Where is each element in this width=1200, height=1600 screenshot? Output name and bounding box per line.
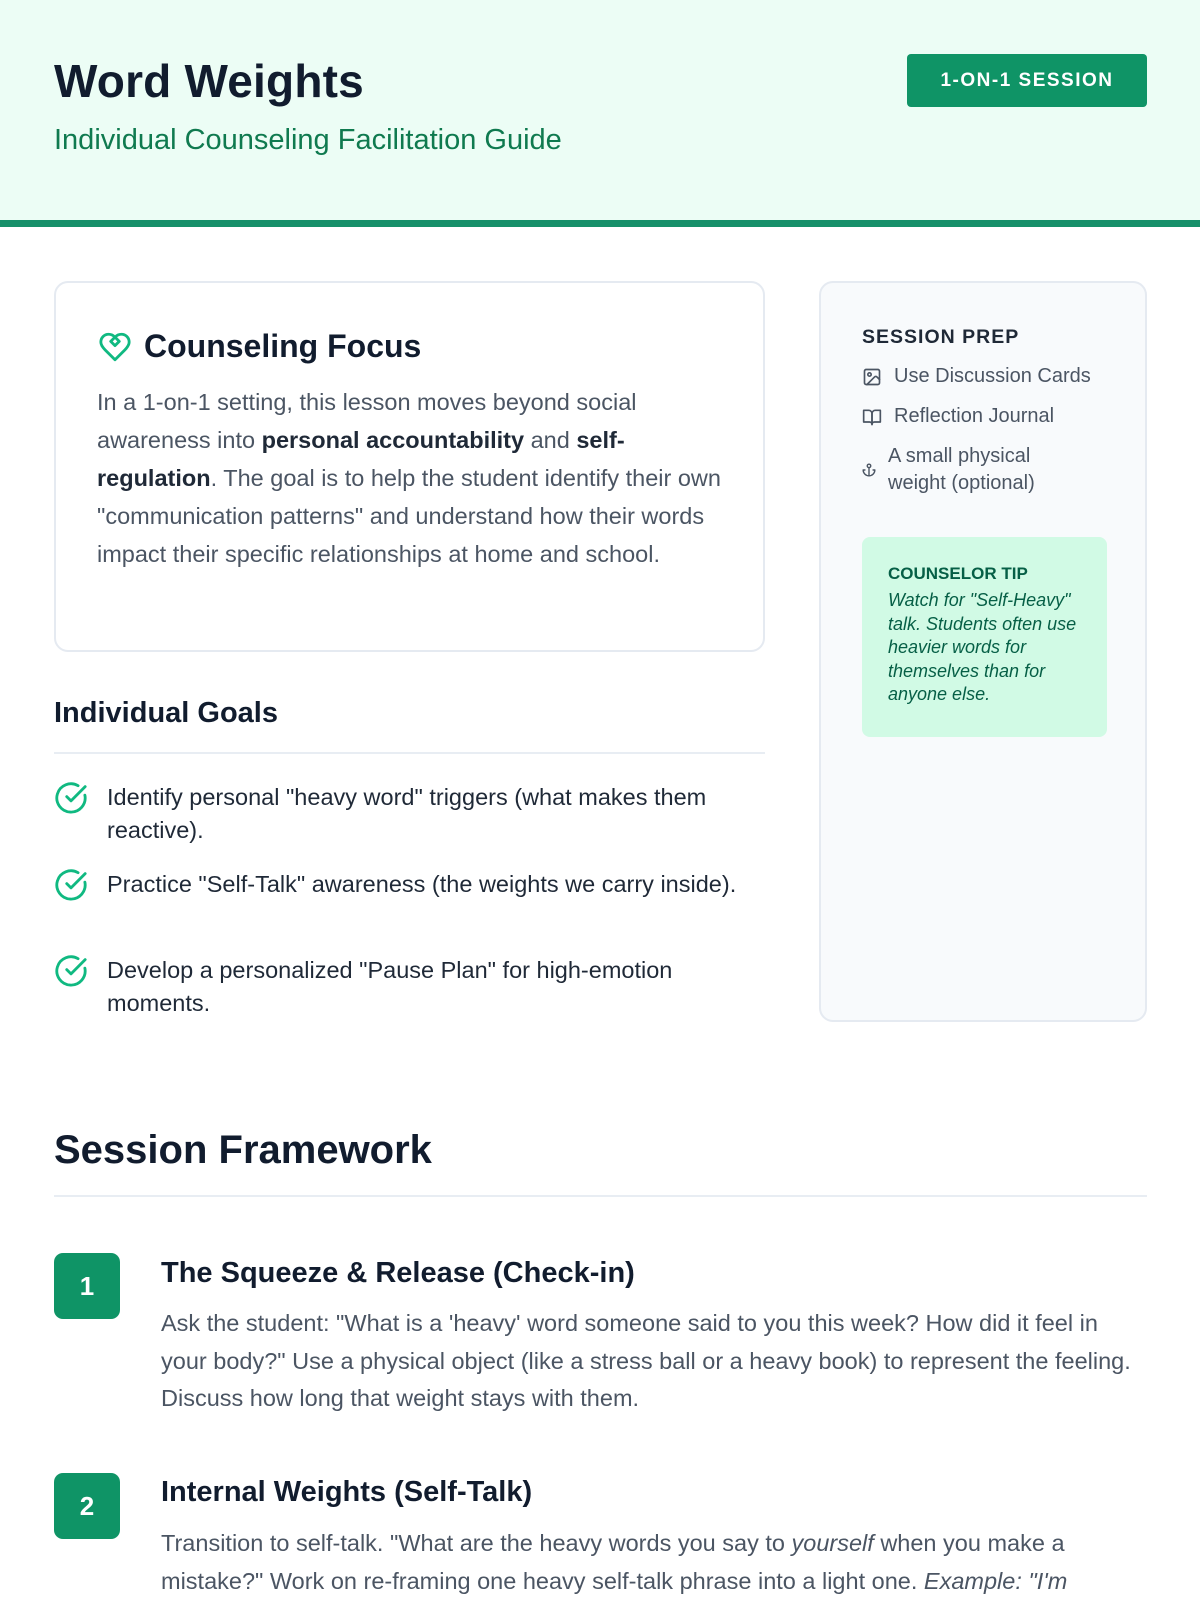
goal-item (54, 868, 765, 902)
goal-item (54, 954, 765, 1020)
step-title: Internal Weights (Self-Talk) (161, 1476, 533, 1508)
counselor-tip-text: Watch for "Self-Heavy" talk. Students often use heavier words for themselves than for anyone else. (888, 590, 1077, 704)
step-number-badge: 1 (54, 1253, 120, 1319)
step-description: Ask the student: "What is a 'heavy' word someone said to you this week? How did it feel in your body?" Use a physical object (like a stress ball or a heavy book) to represent the feeling. Discuss how long that weight stays with them. (161, 1310, 1131, 1411)
page-subtitle: Individual Counseling Facilitation Guide (54, 124, 562, 156)
check-circle-icon (54, 954, 88, 988)
goal-text: Practice "Self-Talk" awareness (the weights we carry inside). (107, 871, 737, 897)
page-title: Word Weights (54, 55, 364, 107)
step-title: The Squeeze & Release (Check-in) (161, 1257, 635, 1289)
counseling-focus-heading (98, 328, 421, 365)
prep-item-reflection-journal (862, 403, 1054, 430)
session-type-badge: 1-ON-1 SESSION (907, 54, 1147, 107)
counselor-tip-box (862, 537, 1107, 737)
session-prep-panel (819, 281, 1147, 1022)
goal-text: Develop a personalized "Pause Plan" for high-emotion moments. (107, 957, 673, 1016)
prep-item-label: Use Discussion Cards (894, 365, 1091, 387)
divider (54, 752, 765, 754)
divider (54, 1195, 1147, 1197)
prep-item-label: A small physical weight (optional) (888, 445, 1035, 494)
goal-item (54, 781, 765, 847)
page-header (0, 0, 1200, 227)
heart-icon (98, 330, 132, 364)
counseling-focus-card (54, 281, 765, 652)
counseling-focus-text: In a 1-on-1 setting, this lesson moves beyond social awareness into personal accountability and self-regulation. The goal is to help the student identify their own "communication patterns" and understand how their words impact their specific relationships at home and school. (97, 389, 721, 567)
prep-item-discussion-cards (862, 363, 1091, 390)
prep-item-physical-weight (862, 443, 1058, 497)
session-prep-title: SESSION PREP (862, 326, 1020, 348)
step-number-badge: 2 (54, 1473, 120, 1539)
check-circle-icon (54, 781, 88, 815)
goal-text: Identify personal "heavy word" triggers (what makes them reactive). (107, 784, 707, 843)
image-card-icon (862, 367, 882, 387)
book-open-icon (862, 407, 882, 427)
individual-goals-heading: Individual Goals (54, 697, 278, 729)
step-description: Transition to self-talk. "What are the heavy words you say to yourself when you make a mistake?" Work on re-framing one heavy self-talk phrase into a light one. Example: "I'm (161, 1530, 1068, 1594)
counselor-tip-label: COUNSELOR TIP (888, 564, 1028, 583)
anchor-icon (862, 463, 876, 477)
prep-item-label: Reflection Journal (894, 405, 1055, 427)
check-circle-icon (54, 868, 88, 902)
counseling-focus-title: Counseling Focus (144, 328, 422, 364)
session-framework-heading: Session Framework (54, 1128, 432, 1172)
